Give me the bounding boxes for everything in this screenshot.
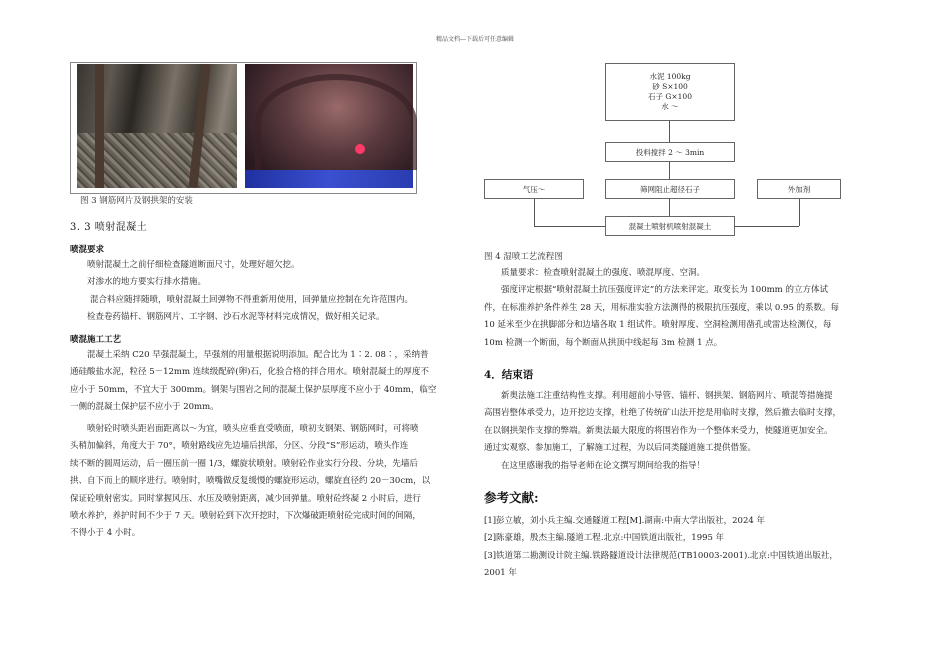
connector [735,226,799,227]
text-line: 保证砼喷射密实。同时掌握风压、水压及喷射距离，减少回弹量。喷射砼终凝 2 小时后，进行 [70,493,421,504]
text-line: 喷射砼时喷头距岩面距离以～为宜，喷头应垂直受喷面，喷初支钢架、钢筋网时，可将喷 [87,424,419,434]
figure-3-caption: 图 3 钢筋网片及钢拱架的安装 [80,196,193,206]
connector [534,226,605,227]
mix-line: 石子 G×100 [648,92,692,101]
text-line: 头稍加偏斜，角度大于 70°，喷射路线应先边墙后拱部，分区、分段“S”形运动，喷头作连 [70,441,409,452]
quality-section [484,265,884,352]
text-line: 件，在标准养护条件养生 28 天，用标准实验方法测得的极限抗压强度，乘以 0.95 的系数。每 [484,302,840,313]
text-line: 新奥法施工注重结构性支撑。利用超前小导管、锚杆、钢拱架、钢筋网片、喷混等措施提 [501,391,833,401]
sub1-para: 混合料应随拌随喷，喷射混凝土回弹物不得重新用使用，回弹量应控制在允许范围内。 [90,294,414,305]
text-line: 不得小于 4 小时。 [70,528,141,539]
text-line: 通过实观察、参加施工，了解施工过程，为以后同类隧道施工提供借鉴。 [484,443,757,454]
photo-light [355,144,365,154]
text-line: 续不断的圆周运动，后一圈压前一圈 1/3，螺旋状喷射。喷射砼作业实行分段、分块，先墙后 [70,458,418,469]
figure-4-caption: 图 4 湿喷工艺流程图 [484,252,563,262]
photo-steel-mesh [77,64,237,188]
figure-3-frame [70,62,417,194]
references-list [484,513,894,583]
reference-item: [2]陈豪雄，殷杰主编.隧道工程.北京:中国铁道出版社，1995 年 [484,533,725,544]
sub2-title: 喷混施工工艺 [70,335,122,345]
flow-box-mixing: 投料搅拌 2 ～ 3min [605,142,735,162]
text-line: 在以钢拱架作支撑的弊端。新奥法最大限度的将围岩作为一个整体来受力，使隧道更加安全。 [484,425,833,436]
references-title: 参考文献: [484,490,539,505]
mix-line: 水泥 100kg [649,72,691,81]
quality-para-1: 质量要求：检查喷射混凝土的强度、喷混厚度、空洞。 [501,268,706,278]
conclusion-title: 4．结束语 [484,369,534,381]
page-header: 精品文档---下载后可任意编辑 [435,36,515,43]
reference-item: [3]铁道第二勘测设计院主编.铁路隧道设计法律规范(TB10003-2001).北京:中国铁道出版社， [484,550,838,561]
mix-line: 水 ～ [661,102,679,111]
flow-box-sieve: 筛网阻止超径石子 [605,179,735,199]
connector [669,162,670,179]
text-line: 高围岩整体承受力，边开挖边支撑，杜绝了传统矿山法开挖是用临时支撑，然后撤去临时支撑， [484,408,842,419]
flow-box-air: 气压～ [484,179,584,199]
text-line: 通硅酸盐水泥，粒径 5－12mm 连续级配碎(卵)石，化验合格的拌合用水。喷射混凝土的厚度不 [70,367,429,378]
photo-steel-beam [95,64,104,188]
text-line: 喷水养护，养护时间不少于 7 天。喷射砼到下次开挖时，下次爆破距喷射砼完成时间的间隔， [70,511,421,522]
text-line: 混凝土采纳 C20 早强混凝土，早强剂的用量根据说明添加。配合比为 1∶2. 08∶，采纳普 [87,350,429,360]
text-line: 10m 检测一个断面，每个断面从拱顶中线起每 3m 检测 1 点。 [484,337,723,348]
reference-item: 2001 年 [484,568,517,579]
connector [799,199,800,226]
text-line: 一侧的混凝土保护层不应小于 20mm。 [70,402,219,413]
flow-box-additive: 外加剂 [757,179,841,199]
photo-steel-arch [245,64,413,188]
sub2-para-1 [70,347,470,417]
flow-box-mix [605,63,735,121]
text-line: 拱、自下而上的顺序进行。喷射时，喷嘴做反复缓慢的螺旋形运动，螺旋直径约 20－30cm，以 [70,476,431,487]
mix-line: 砂 S×100 [652,82,688,91]
flow-box-spray: 混凝土喷射机喷射混凝土 [605,216,735,236]
connector [669,121,670,142]
text-line: 在这里感谢我的指导老师在论文撰写期间给我的指导！ [501,460,706,471]
text-line: 应小于 50mm，不宜大于 300mm。钢架与围岩之间的混凝土保护层厚度不应小于 40mm，临空 [70,384,437,395]
connector [669,199,670,216]
sub1-para: 喷射混凝土之前仔细检查隧道断面尺寸，处理好超欠挖。 [87,260,300,270]
text-line: 10 延米至少在拱脚部分和边墙各取 1 组试件。喷射厚度、空洞检测用凿孔或雷达检测仪，每 [484,320,832,331]
sub1-para: 检查卷药锚杆、钢筋网片、工字钢、沙石水泥等材料完成情况，做好相关记录。 [87,312,385,323]
text-line: 强度评定根据“喷射混凝土抗压强度评定”的方法来评定。取变长为 100mm 的立方体试 [501,285,828,296]
section-3-3-title: 3. 3 喷射混凝土 [70,222,148,233]
connector [534,199,535,226]
sub2-para-2 [70,421,470,543]
photo-arch-shape [255,74,417,170]
sub1-title: 喷混要求 [70,245,105,255]
sub1-paragraphs [70,257,470,327]
conclusion-body [484,388,884,475]
reference-item: [1]彭立敏，刘小兵主编.交通隧道工程[M].湖南:中南大学出版社，2024 年 [484,516,765,526]
photo-floor [245,170,413,188]
sub1-para: 对渗水的地方要实行排水措施。 [87,277,207,288]
